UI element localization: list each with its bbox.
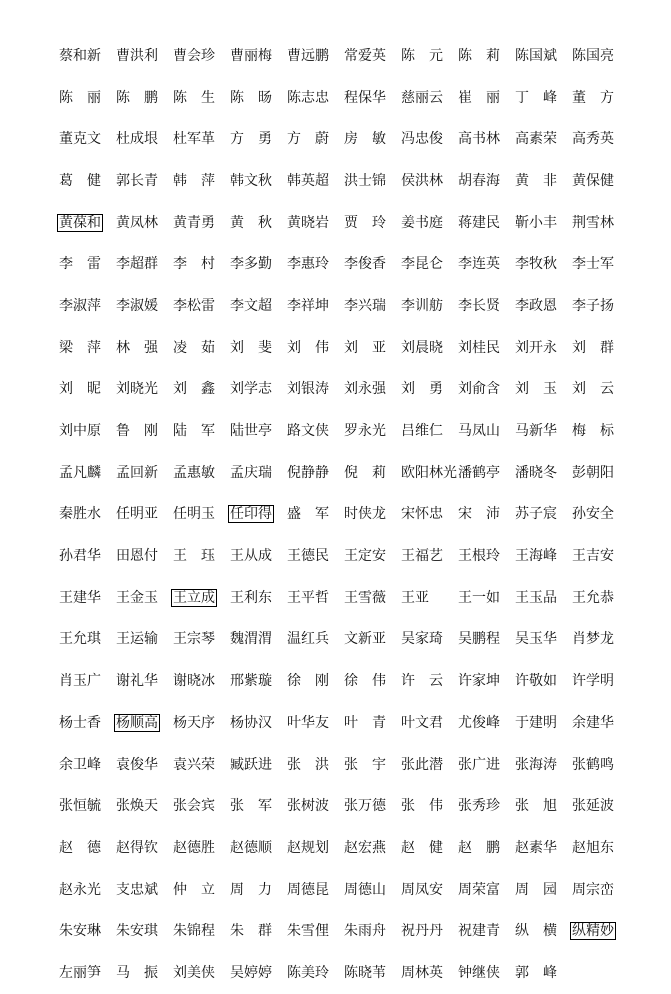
name-entry: 刘学志 (230, 381, 272, 398)
name-entry: 余卫峰 (59, 756, 101, 773)
name-entry: 魏渭渭 (230, 631, 272, 648)
name-entry: 杜军革 (173, 131, 215, 148)
name-entry: 左丽笋 (59, 964, 101, 981)
name-entry: 王 珏 (173, 548, 215, 565)
name-entry: 马新华 (515, 423, 557, 440)
name-entry: 朱雪俚 (287, 923, 329, 940)
name-entry: 王允琪 (59, 631, 101, 648)
name-entry: 孟回新 (116, 464, 158, 481)
name-entry: 叶文君 (401, 714, 443, 731)
name-roster-grid (59, 35, 619, 994)
name-entry: 鲁 刚 (116, 423, 158, 440)
name-entry: 刘永强 (344, 381, 386, 398)
name-entry: 秦胜水 (59, 506, 101, 523)
name-entry: 杨协汉 (230, 714, 272, 731)
name-entry: 陆世亭 (230, 423, 272, 440)
name-entry: 贾 玲 (344, 214, 386, 231)
name-entry: 孙安全 (572, 506, 614, 523)
name-entry: 曹丽梅 (230, 47, 272, 64)
name-entry: 温红兵 (287, 631, 329, 648)
name-entry: 黄 秋 (230, 214, 272, 231)
name-entry: 肖玉广 (59, 673, 101, 690)
name-row (59, 369, 619, 411)
name-entry: 侯洪林 (401, 172, 443, 189)
name-row (59, 35, 619, 77)
name-entry: 王运输 (116, 631, 158, 648)
name-entry: 欧阳林光 (401, 464, 457, 481)
name-entry: 张 伟 (401, 798, 443, 815)
name-entry: 刘俞含 (458, 381, 500, 398)
name-entry: 朱安琪 (116, 923, 158, 940)
name-entry: 杜成垠 (116, 131, 158, 148)
name-entry: 房 敏 (344, 131, 386, 148)
name-entry: 刘 鑫 (173, 381, 215, 398)
name-entry: 叶 青 (344, 714, 386, 731)
name-entry: 谢礼华 (116, 673, 158, 690)
name-entry: 张秀珍 (458, 798, 500, 815)
name-entry: 王吉安 (572, 548, 614, 565)
name-entry: 吴婷婷 (230, 964, 272, 981)
name-entry: 刘 玉 (515, 381, 557, 398)
name-entry: 胡春海 (458, 172, 500, 189)
name-entry: 陈 生 (173, 89, 215, 106)
name-entry: 陈国亮 (572, 47, 614, 64)
name-entry: 王玉品 (515, 589, 557, 606)
name-entry: 张广进 (458, 756, 500, 773)
name-entry: 吴玉华 (515, 631, 557, 648)
name-entry: 王福艺 (401, 548, 443, 565)
name-entry: 曹洪利 (116, 47, 158, 64)
name-entry: 赵得钦 (116, 839, 158, 856)
name-entry: 张延波 (572, 798, 614, 815)
name-entry: 黄晓岩 (287, 214, 329, 231)
boxed-name: 任印得 (230, 506, 272, 523)
name-row (59, 619, 619, 661)
name-entry: 黄 非 (515, 172, 557, 189)
name-entry: 冯忠俊 (401, 131, 443, 148)
name-entry: 刘开永 (515, 339, 557, 356)
name-entry: 洪士锦 (344, 172, 386, 189)
name-entry: 刘银涛 (287, 381, 329, 398)
name-row (59, 118, 619, 160)
name-entry: 马 振 (116, 964, 158, 981)
name-entry: 李淑萍 (59, 297, 101, 314)
name-entry: 张此潜 (401, 756, 443, 773)
name-entry: 宋怀忠 (401, 506, 443, 523)
name-entry: 靳小丰 (515, 214, 557, 231)
name-entry: 文新亚 (344, 631, 386, 648)
name-entry: 凌 茹 (173, 339, 215, 356)
name-entry: 赵宏燕 (344, 839, 386, 856)
name-entry: 李祥坤 (287, 297, 329, 314)
name-entry: 任明亚 (116, 506, 158, 523)
name-entry: 梅 标 (572, 423, 614, 440)
name-entry: 肖梦龙 (572, 631, 614, 648)
name-entry: 赵德胜 (173, 839, 215, 856)
name-entry: 祝丹丹 (401, 923, 443, 940)
name-entry: 朱雨舟 (344, 923, 386, 940)
name-entry: 张 旭 (515, 798, 557, 815)
name-row (59, 77, 619, 119)
name-entry: 许家坤 (458, 673, 500, 690)
name-entry: 任明玉 (173, 506, 215, 523)
name-entry: 王海峰 (515, 548, 557, 565)
name-entry: 李俊香 (344, 256, 386, 273)
name-entry: 朱安琳 (59, 923, 101, 940)
name-entry: 许学明 (572, 673, 614, 690)
name-entry: 周宗峦 (572, 881, 614, 898)
name-entry: 陈志忠 (287, 89, 329, 106)
name-row (59, 785, 619, 827)
name-entry: 王雪薇 (344, 589, 386, 606)
name-entry: 葛 健 (59, 172, 101, 189)
name-entry: 马凤山 (458, 423, 500, 440)
name-entry: 董 方 (572, 89, 614, 106)
name-entry: 徐 刚 (287, 673, 329, 690)
name-entry: 李兴瑞 (344, 297, 386, 314)
name-entry: 赵旭东 (572, 839, 614, 856)
name-entry: 刘 昵 (59, 381, 101, 398)
boxed-name: 黄葆和 (59, 214, 101, 231)
name-entry: 王利东 (230, 589, 272, 606)
name-entry: 王德民 (287, 548, 329, 565)
name-entry: 李 雷 (59, 256, 101, 273)
name-entry: 王宗琴 (173, 631, 215, 648)
name-entry: 黄凤林 (116, 214, 158, 231)
name-entry: 董克文 (59, 131, 101, 148)
name-entry: 袁兴荣 (173, 756, 215, 773)
name-entry: 宋 沛 (458, 506, 500, 523)
name-entry: 周德山 (344, 881, 386, 898)
name-row (59, 744, 619, 786)
name-entry: 赵 德 (59, 839, 101, 856)
name-entry: 朱 群 (230, 923, 272, 940)
name-entry: 常爱英 (344, 47, 386, 64)
name-row (59, 202, 619, 244)
name-row (59, 160, 619, 202)
name-entry: 张 洪 (287, 756, 329, 773)
name-entry: 李淑媛 (116, 297, 158, 314)
name-entry: 郭长青 (116, 172, 158, 189)
name-entry: 张鹤鸣 (572, 756, 614, 773)
name-entry: 李文超 (230, 297, 272, 314)
boxed-name: 纵精妙 (572, 923, 614, 940)
name-entry: 荆雪林 (572, 214, 614, 231)
name-entry: 支忠斌 (116, 881, 158, 898)
name-row (59, 285, 619, 327)
name-entry: 黄保健 (572, 172, 614, 189)
name-entry: 周凤安 (401, 881, 443, 898)
name-entry: 张海涛 (515, 756, 557, 773)
name-entry: 时侠龙 (344, 506, 386, 523)
boxed-name: 王立成 (173, 589, 215, 606)
name-entry: 赵 健 (401, 839, 443, 856)
name-entry: 陈晓苇 (344, 964, 386, 981)
name-entry: 刘晨晓 (401, 339, 443, 356)
name-entry: 李训舫 (401, 297, 443, 314)
name-entry: 陆 军 (173, 423, 215, 440)
name-entry: 高素荣 (515, 131, 557, 148)
name-row (59, 952, 619, 994)
name-entry: 路文侠 (287, 423, 329, 440)
name-entry: 张万德 (344, 798, 386, 815)
name-entry: 黄青勇 (173, 214, 215, 231)
name-entry: 吴鹏程 (458, 631, 500, 648)
name-entry: 刘 斐 (230, 339, 272, 356)
name-entry: 陈 元 (401, 47, 443, 64)
name-entry: 李 村 (173, 256, 215, 273)
name-entry: 刘 勇 (401, 381, 443, 398)
name-entry: 叶华友 (287, 714, 329, 731)
name-row (59, 660, 619, 702)
name-entry: 张 宇 (344, 756, 386, 773)
name-entry: 刘 群 (572, 339, 614, 356)
name-row (59, 327, 619, 369)
name-row (59, 702, 619, 744)
name-entry: 孟庆瑞 (230, 464, 272, 481)
name-entry: 许敬如 (515, 673, 557, 690)
name-entry: 孟凡麟 (59, 464, 101, 481)
name-entry: 王亚 (401, 589, 429, 606)
name-entry: 李子扬 (572, 297, 614, 314)
name-entry: 谢晓冰 (173, 673, 215, 690)
name-entry: 刘桂民 (458, 339, 500, 356)
name-entry: 李超群 (116, 256, 158, 273)
name-entry: 纵 横 (515, 923, 557, 940)
name-entry: 曹会珍 (173, 47, 215, 64)
name-entry: 王根玲 (458, 548, 500, 565)
name-entry: 王允恭 (572, 589, 614, 606)
name-entry: 刘 伟 (287, 339, 329, 356)
name-entry: 高书林 (458, 131, 500, 148)
name-entry: 陈美玲 (287, 964, 329, 981)
name-entry: 蔡和新 (59, 47, 101, 64)
name-entry: 吕维仁 (401, 423, 443, 440)
name-entry: 崔 丽 (458, 89, 500, 106)
name-entry: 仲 立 (173, 881, 215, 898)
name-entry: 郭 峰 (515, 964, 557, 981)
name-entry: 刘晓光 (116, 381, 158, 398)
name-entry: 杨天序 (173, 714, 215, 731)
name-entry: 苏子宸 (515, 506, 557, 523)
name-entry: 于建明 (515, 714, 557, 731)
name-row (59, 869, 619, 911)
name-entry: 刘中原 (59, 423, 101, 440)
name-entry: 陈 旸 (230, 89, 272, 106)
name-entry: 方 蔚 (287, 131, 329, 148)
name-entry: 韩英超 (287, 172, 329, 189)
name-entry: 李连英 (458, 256, 500, 273)
name-entry: 姜书庭 (401, 214, 443, 231)
name-entry: 李政恩 (515, 297, 557, 314)
name-entry: 吴家琦 (401, 631, 443, 648)
name-entry: 王从成 (230, 548, 272, 565)
name-entry: 梁 萍 (59, 339, 101, 356)
name-entry: 方 勇 (230, 131, 272, 148)
name-entry: 陈 丽 (59, 89, 101, 106)
name-entry: 朱锦程 (173, 923, 215, 940)
name-entry: 周荣富 (458, 881, 500, 898)
name-entry: 周德昆 (287, 881, 329, 898)
name-entry: 李昆仑 (401, 256, 443, 273)
name-entry: 周 园 (515, 881, 557, 898)
name-row (59, 243, 619, 285)
name-entry: 曹远鹏 (287, 47, 329, 64)
name-entry: 赵规划 (287, 839, 329, 856)
name-entry: 孟惠敏 (173, 464, 215, 481)
name-entry: 刘美侠 (173, 964, 215, 981)
name-entry: 张恒毓 (59, 798, 101, 815)
name-entry: 倪 莉 (344, 464, 386, 481)
name-entry: 袁俊华 (116, 756, 158, 773)
name-entry: 邢紫璇 (230, 673, 272, 690)
name-entry: 丁 峰 (515, 89, 557, 106)
name-entry: 罗永光 (344, 423, 386, 440)
name-entry: 赵德顺 (230, 839, 272, 856)
name-entry: 韩 萍 (173, 172, 215, 189)
name-entry: 赵素华 (515, 839, 557, 856)
name-entry: 臧跃进 (230, 756, 272, 773)
name-row (59, 494, 619, 536)
name-entry: 倪静静 (287, 464, 329, 481)
name-entry: 李长贤 (458, 297, 500, 314)
name-entry: 周 力 (230, 881, 272, 898)
name-entry: 陈 鹏 (116, 89, 158, 106)
name-entry: 张 军 (230, 798, 272, 815)
name-entry: 赵 鹏 (458, 839, 500, 856)
name-entry: 王一如 (458, 589, 500, 606)
name-entry: 祝建青 (458, 923, 500, 940)
name-row (59, 535, 619, 577)
name-entry: 张树波 (287, 798, 329, 815)
name-row (59, 910, 619, 952)
name-entry: 刘 亚 (344, 339, 386, 356)
boxed-name: 杨顺高 (116, 714, 158, 731)
name-entry: 徐 伟 (344, 673, 386, 690)
name-entry: 余建华 (572, 714, 614, 731)
name-entry: 陈 莉 (458, 47, 500, 64)
name-entry: 韩文秋 (230, 172, 272, 189)
name-entry: 陈国斌 (515, 47, 557, 64)
name-entry: 潘晓冬 (515, 464, 557, 481)
name-entry: 王平哲 (287, 589, 329, 606)
name-entry: 周林英 (401, 964, 443, 981)
name-entry: 慈丽云 (401, 89, 443, 106)
name-entry: 高秀英 (572, 131, 614, 148)
name-row (59, 410, 619, 452)
name-entry: 刘 云 (572, 381, 614, 398)
name-entry: 赵永光 (59, 881, 101, 898)
name-entry: 张会宾 (173, 798, 215, 815)
name-entry: 孙君华 (59, 548, 101, 565)
name-entry: 李士军 (572, 256, 614, 273)
name-entry: 尤俊峰 (458, 714, 500, 731)
name-entry: 李牧秋 (515, 256, 557, 273)
name-row (59, 577, 619, 619)
name-entry: 程保华 (344, 89, 386, 106)
name-entry: 盛 军 (287, 506, 329, 523)
name-entry: 王定安 (344, 548, 386, 565)
name-entry: 田恩付 (116, 548, 158, 565)
name-entry: 李松雷 (173, 297, 215, 314)
name-entry: 林 强 (116, 339, 158, 356)
name-entry: 钟继侠 (458, 964, 500, 981)
name-entry: 蒋建民 (458, 214, 500, 231)
name-entry: 李惠玲 (287, 256, 329, 273)
name-row (59, 827, 619, 869)
name-entry: 王金玉 (116, 589, 158, 606)
name-entry: 张焕天 (116, 798, 158, 815)
name-entry: 潘鹤亭 (458, 464, 500, 481)
name-entry: 杨士香 (59, 714, 101, 731)
name-entry: 李多勤 (230, 256, 272, 273)
name-entry: 彭朝阳 (572, 464, 614, 481)
name-entry: 王建华 (59, 589, 101, 606)
name-row (59, 452, 619, 494)
name-entry: 许 云 (401, 673, 443, 690)
